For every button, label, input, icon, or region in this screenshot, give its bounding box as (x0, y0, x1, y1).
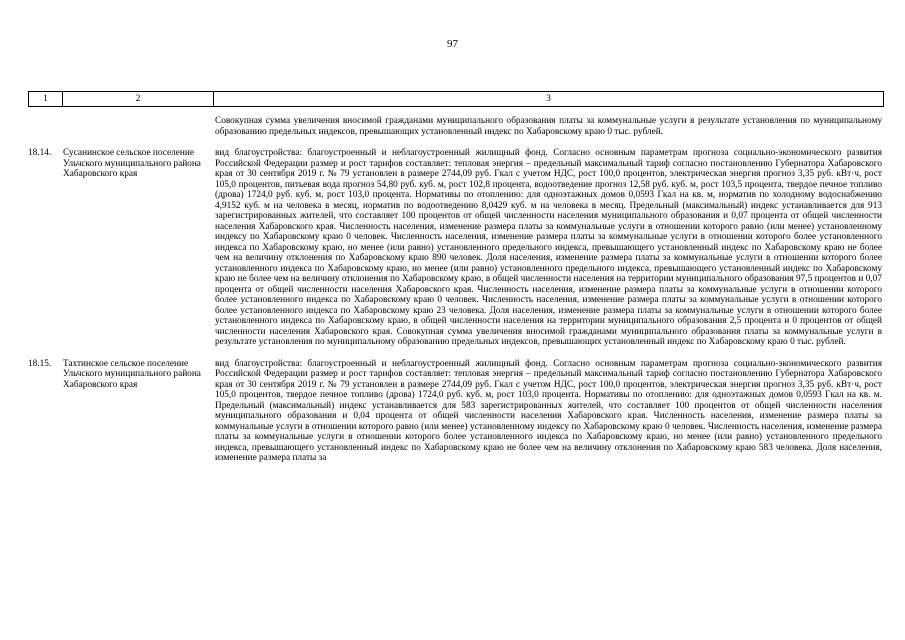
row-text: Совокупная сумма увеличения вносимой гражданами муниципального образования платы за коммунальные услуги в результате установления по муниципальному образованию предельных индексов, превышающих установленный индекс по Хабаровскому краю 0 тыс. рублей. (215, 116, 882, 137)
column-header-1: 1 (29, 92, 63, 107)
column-header-3: 3 (214, 92, 884, 107)
table-row (28, 116, 884, 137)
settlement-name: Тахтинское сельское поселение Ульчского муниципального района Хабаровского края (63, 358, 201, 390)
table-body (28, 116, 884, 464)
page-number: 97 (447, 38, 458, 50)
row-number: 18.15. (28, 358, 52, 369)
row-text: вид благоустройства: благоустроенный и неблагоустроенный жилищный фонд. Согласно основным параметрам прогноза социально-экономического развития Российской Федерации размер и рост тарифов составляет: тепловая энергия – предельный максимальный тариф согласно постановлению Губернатора Хабаровского края от 30 сентября 2019 г. № 79 установлен в размере 2744,09 руб. Гкал с учетом НДС, рост 100,0 процентов, электрическая энергия прогноз 3,35 руб. кВт·ч, рост 105,0 процентов, питьевая вода прогноз 54,80 руб. куб. м, рост 102,8 процента, водоотведение прогноз 12,58 руб. куб. м, рост 103,5 процента, твердое печное топливо (дрова) 1724,0 руб. куб. м, рост 103,0 процента. Нормативы по отоплению: для одноэтажных домов 0,0593 Гкал на кв. м, норматив по холодному водоснабжению 4,9152 куб. м на человека в месяц, норматив по водоотведению 8,0429 куб. м на человека в месяц. Предельный (максимальный) индекс устанавливается для 913 зарегистрированных жителей, что составляет 100 процентов от общей численности населения муниципального образования и 0,07 процента от общей численности населения Хабаровского края. Численность населения, изменение размера платы за коммунальные услуги в отношении которого равно (или менее) установленному индексу по Хабаровскому краю 0 человек. Численность населения, изменение размера платы за коммунальные услуги в отношении которого более установленного индекса по Хабаровскому краю, но менее (или равно) установленного предельного индекса, превышающего установленный индекс по Хабаровскому краю не более чем на величину отклонения по Хабаровскому краю 890 человек. Доля населения, изменение размера платы за коммунальные услуги в отношении которого более установленного индекса по Хабаровскому краю, но менее (или равно) установленного предельного индекса, превышающего установленный индекс по Хабаровскому краю не более чем на величину отклонения по Хабаровскому краю, в общей численности населения на территории муниципального образования 97,5 процентов и 0,07 процента от общей численности населения Хабаровского края. Численность населения, изменение размера платы за коммунальные услуги в отношении которого более установленного индекса по Хабаровскому краю 0 человек. Численность населения, изменение размера платы за коммунальные услуги в отношении которого более установленного индекса по Хабаровскому краю 23 человека. Доля населения, изменение размера платы за коммунальные услуги в отношении которого более установленного индекса по Хабаровскому краю, в общей численности населения на территории муниципального образования 2,5 процента и 0 процентов от общей численности населения Хабаровского края. Совокупная сумма увеличения вносимой гражданами муниципального образования платы за коммунальные услуги в результате установления по муниципальному образованию предельных индексов, превышающих установленный индекс по Хабаровскому краю 0 тыс. рублей. (215, 148, 882, 347)
row-text: вид благоустройства: благоустроенный и неблагоустроенный жилищный фонд. Согласно основным параметрам прогноза социально-экономического развития Российской Федерации размер и рост тарифов составляет: тепловая энергия – предельный максимальный тариф согласно постановлению Губернатора Хабаровского края от 30 сентября 2019 г. № 79 установлен в размере 2744,09 руб. Гкал с учетом НДС, рост 100,0 процентов, электрическая энергия прогноз 3,35 руб. кВт·ч, рост 105,0 процентов, твердое печное топливо (дрова) 1724,0 руб. куб. м, рост 103,0 процента. Нормативы по отоплению: для одноэтажных домов 0,0593 Гкал на кв. м. Предельный (максимальный) индекс устанавливается для 583 зарегистрированных жителей, что составляет 100 процентов от общей численности населения муниципального образования и 0,04 процента от общей численности населения Хабаровского края. Численность населения, изменение размера платы за коммунальные услуги в отношении которого равно (или менее) установленному индексу по Хабаровскому краю 0 человек. Численность населения, изменение размера платы за коммунальные услуги в отношении которого более установленного индекса по Хабаровскому краю, но менее (или равно) установленного предельного индекса, превышающего установленный индекс по Хабаровскому краю не более чем на величину отклонения по Хабаровскому краю 583 человека. Доля населения, изменение размера платы за (215, 358, 882, 463)
settlement-name (61, 116, 211, 137)
row-number: 18.14. (28, 148, 52, 158)
settlement-name: Сусанинское сельское поселение Ульчского муниципального района Хабаровского края (63, 148, 201, 179)
column-header-2: 2 (63, 92, 214, 107)
table-header (28, 91, 884, 107)
table-row (28, 148, 884, 348)
table-row (28, 359, 884, 464)
row-number (28, 116, 61, 137)
